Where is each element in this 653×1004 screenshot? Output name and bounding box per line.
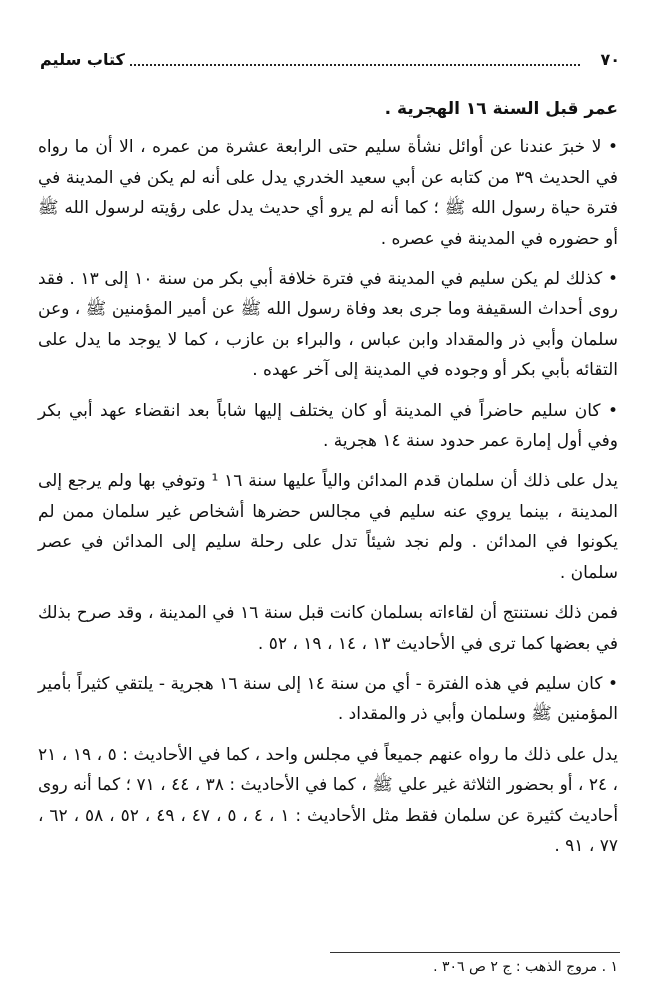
page-number: ٧٠: [600, 50, 620, 69]
header-dotted-leader: [130, 64, 580, 66]
paragraph: فمن ذلك نستنتج أن لقاءاته بسلمان كانت قبل سنة ١٦ في المدينة ، وقد صرح بذلك في بعضها كما ترى في الأحاديث ١٣ ، ١٤ ، ١٩ ، ٥٢ .: [38, 603, 619, 654]
book-title: كتاب سليم: [40, 50, 125, 69]
paragraph: • لا خبرَ عندنا عن أوائل نشأة سليم حتى الرابعة عشرة من عمره ، الا أن ما رواه في الحديث ٣٩ من كتابه عن أبي سعيد الخدري يدل على أنه لم يكن في المدينة في فترة حياة رسول الله ﷺ ؛ كما أنه لم يرو أي حديث يدل على رؤيته لرسول الله ﷺ أو حضوره في المدينة في عصره .: [38, 137, 619, 249]
paragraph-intro: عمر قبل السنة ١٦ الهجرية .: [384, 99, 618, 119]
paragraph: • كان سليم حاضراً في المدينة أو كان يختلف إليها شاباً بعد انقضاء عهد أبي بكر وفي أول إمارة عمر حدود سنة ١٤ هجرية .: [38, 400, 618, 452]
paragraph: يدل على ذلك أن سلمان قدم المدائن والياً عليها سنة ١٦ ¹ وتوفي بها ولم يرجع إلى المدينة ، بينما يروي عنه سليم في مجالس حضرها أشخاص غير سلمان ممن لم يكونوا في المدائن . ولم نجد شيئاً تدل على رحلة سليم إلى المدائن في عصر سلمان .: [38, 471, 619, 583]
footnote-divider: [330, 952, 620, 953]
body-text: [38, 94, 618, 871]
footnote: ١ . مروج الذهب : ج ٢ ص ٣٠٦ .: [433, 959, 618, 975]
paragraph: • كان سليم في هذه الفترة - أي من سنة ١٤ إلى سنة ١٦ هجرية - يلتقي كثيراً بأمير المؤمنين ﷺ وسلمان وأبي ذر والمقداد .: [38, 673, 618, 725]
running-header: [40, 50, 620, 74]
paragraph: • كذلك لم يكن سليم في المدينة في فترة خلافة أبي بكر من سنة ١٠ إلى ١٣ . فقد روى أحداث السقيفة وما جرى بعد وفاة رسول الله ﷺ عن أمير المؤمنين ﷺ ، وعن سلمان وأبي ذر والمقداد وابن عباس ، والبراء بن عازب ، كما لا يوجد ما يدل على التقائه بأبي بكر أو وجوده في المدينة إلى آخر عهده .: [38, 269, 618, 381]
paragraph: يدل على ذلك ما رواه عنهم جميعاً في مجلس واحد ، كما في الأحاديث : ٥ ، ١٩ ، ٢١ ، ٢٤ ، أو بحضور الثلاثة غير علي ﷺ ، كما في الأحاديث : ٣٨ ، ٤٤ ، ٧١ ؛ كما أنه روى أحاديث كثيرة عن سلمان فقط مثل الأحاديث : ١ ، ٤ ، ٥ ، ٤٧ ، ٤٩ ، ٥٢ ، ٥٨ ، ٦٢ ، ٧٧ ، ٩١ .: [38, 744, 619, 856]
